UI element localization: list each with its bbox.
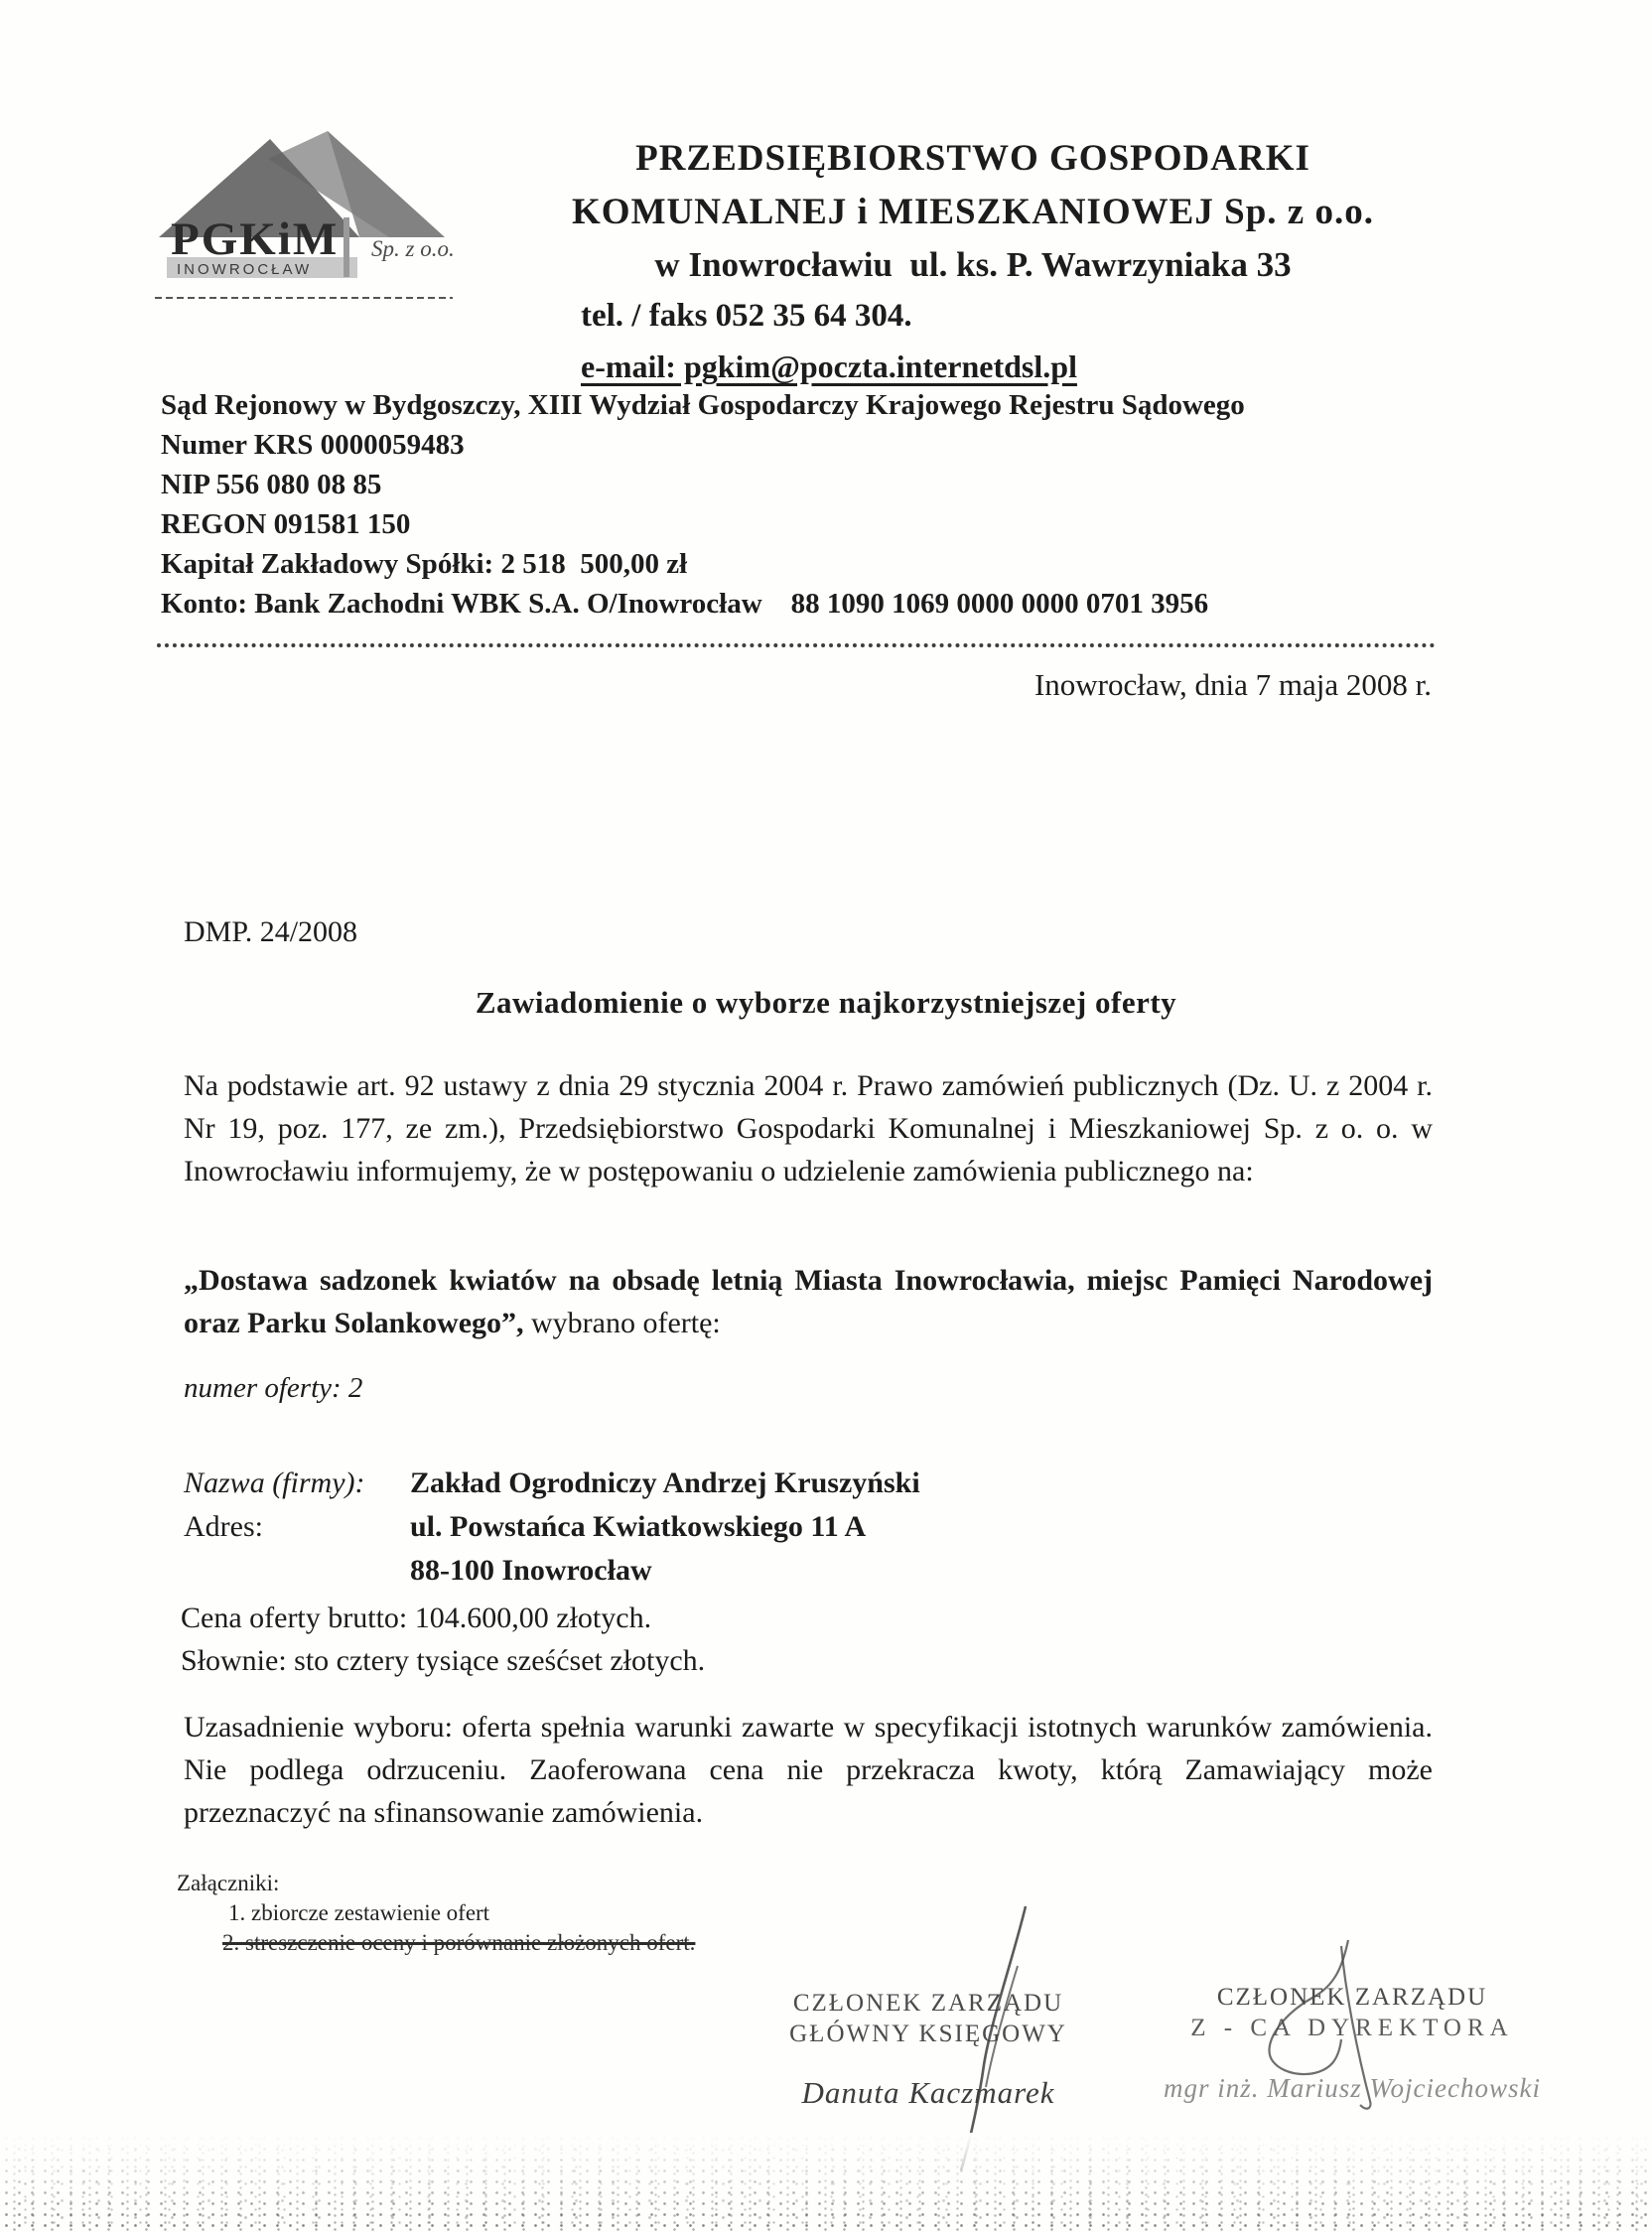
- logo-suffix: Sp. z o.o.: [371, 236, 455, 261]
- right-role-line1: CZŁONEK ZARZĄDU: [1216, 1984, 1488, 2011]
- company-name-line1: PRZEDSIĘBIORSTWO GOSPODARKI: [635, 138, 1310, 179]
- firm-address-row: [184, 1505, 920, 1549]
- attachment-item-2-struck: 2. streszczenie oceny i porównanie złożonych ofert.: [222, 1930, 696, 1955]
- registry-capital-line: Kapitał Zakładowy Spółki: 2 518 500,00 zł: [161, 548, 688, 580]
- logo-divider-bar: [344, 217, 349, 277]
- firm-name-value: Zakład Ogrodniczy Andrzej Kruszyński: [410, 1466, 920, 1499]
- left-role-line1: CZŁONEK ZARZĄDU: [792, 1990, 1064, 2017]
- registry-krs-line: Numer KRS 0000059483: [161, 429, 465, 461]
- logo-acronym: PGKiM: [171, 213, 340, 265]
- firm-name-label: Nazwa (firmy):: [184, 1466, 365, 1499]
- scan-noise-band: [0, 2133, 1652, 2232]
- right-role-line2: Z - CA DYREKTORA: [1190, 2015, 1514, 2041]
- registry-court-line: Sąd Rejonowy w Bydgoszczy, XIII Wydział Gospodarczy Krajowego Rejestru Sądowego: [161, 389, 1245, 421]
- letterhead: [536, 137, 1410, 385]
- attachments-block: [177, 1869, 695, 1958]
- winning-firm-block: [184, 1462, 920, 1593]
- company-address-line: w Inowrocławiu ul. ks. P. Wawrzyniaka 33: [654, 245, 1292, 284]
- pgkim-mountain-logo-icon: [147, 125, 460, 309]
- firm-name-row: [184, 1462, 920, 1505]
- price-line: Cena oferty brutto: 104.600,00 złotych.: [181, 1602, 652, 1634]
- reference-number: DMP. 24/2008: [184, 915, 358, 948]
- registry-regon-line: REGON 091581 150: [161, 508, 411, 540]
- attachments-label: Załączniki:: [177, 1871, 280, 1895]
- subject-tail-text: wybrano ofertę:: [523, 1307, 721, 1339]
- left-role-line2: GŁÓWNY KSIĘGOWY: [789, 2021, 1067, 2047]
- company-phone-line: tel. / faks 052 35 64 304.: [581, 298, 912, 334]
- firm-address-label: Adres:: [184, 1510, 263, 1543]
- price-words-line: Słownie: sto cztery tysiące sześćset złotych.: [181, 1644, 706, 1677]
- justification-paragraph: Uzasadnienie wyboru: oferta spełnia warunki zawarte w specyfikacji istotnych warunków zamówienia. Nie podlega odrzuceniu. Zaoferowana cena nie przekracza kwoty, którą Zamawiający może przeznaczyć na sfinansowanie zamówienia.: [184, 1711, 1433, 1829]
- firm-city-row: [184, 1549, 920, 1593]
- company-registry-block: [161, 385, 1451, 624]
- company-email-line: e-mail: pgkim@poczta.internetdsl.pl: [581, 349, 1077, 384]
- firm-address-street: ul. Powstańca Kwiatkowskiego 11 A: [410, 1510, 867, 1543]
- offer-number-line: numer oferty: 2: [184, 1372, 363, 1404]
- signature-block-left: [764, 1988, 1092, 2111]
- subject-bold-text: „Dostawa sadzonek kwiatów na obsadę letnią Miasta Inowrocławia, miejsc Pamięci Narodowej oraz Parku Solankowego”,: [184, 1264, 1433, 1339]
- price-block: [181, 1597, 705, 1682]
- signature-block-right: [1144, 1982, 1561, 2104]
- dotted-separator: [157, 643, 1436, 647]
- right-signer-name: mgr inż. Mariusz Wojciechowski: [1164, 2073, 1541, 2103]
- registry-nip-line: NIP 556 080 08 85: [161, 469, 382, 500]
- company-name-line2: KOMUNALNEJ i MIESZKANIOWEJ Sp. z o.o.: [572, 192, 1374, 232]
- logo-city: INOWROCŁAW: [177, 261, 313, 278]
- firm-address-city: 88-100 Inowrocław: [410, 1554, 652, 1587]
- company-logo: [147, 125, 460, 309]
- firm-city-spacer: [184, 1549, 410, 1593]
- document-title: Zawiadomienie o wyborze najkorzystniejszej oferty: [475, 985, 1177, 1020]
- left-signer-name: Danuta Kaczmarek: [801, 2075, 1055, 2110]
- attachment-item-1: 1. zbiorcze zestawienie ofert: [228, 1900, 490, 1925]
- intro-paragraph: Na podstawie art. 92 ustawy z dnia 29 stycznia 2004 r. Prawo zamówień publicznych (Dz. U. z 2004 r. Nr 19, poz. 177, ze zm.), Przedsiębiorstwo Gospodarki Komunalnej i Mieszkaniowej Sp. z o. o. w Inowrocławiu informujemy, że w postępowaniu o udzielenie zamówienia publicznego na:: [184, 1069, 1433, 1187]
- date-line: Inowrocław, dnia 7 maja 2008 r.: [1033, 667, 1432, 702]
- registry-bank-account-line: Konto: Bank Zachodni WBK S.A. O/Inowrocław 88 1090 1069 0000 0000 0701 3956: [161, 588, 1209, 620]
- subject-paragraph: [184, 1259, 1433, 1344]
